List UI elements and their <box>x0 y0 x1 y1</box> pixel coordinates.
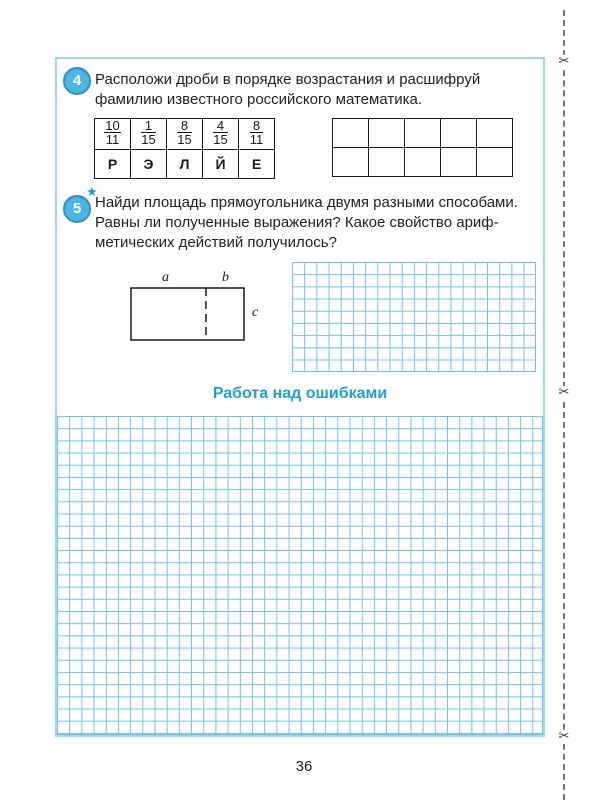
task-number-badge: 4 <box>63 67 91 95</box>
label-c: c <box>252 305 259 320</box>
star-icon: ★ <box>86 184 98 199</box>
letter-cell: Э <box>131 150 167 179</box>
rectangle-figure <box>125 284 250 344</box>
answer-cell[interactable] <box>441 119 477 148</box>
fraction-cell <box>167 119 203 150</box>
answer-row <box>333 148 513 177</box>
rectangle-outline <box>131 288 244 340</box>
answer-grid-task5[interactable] <box>292 262 536 372</box>
scissors-icon: ✂ <box>558 54 570 69</box>
answer-cell[interactable] <box>405 148 441 177</box>
denominator: 11 <box>249 132 264 147</box>
scissors-icon: ✂ <box>558 385 570 400</box>
task5-text-line: Равны ли полученные выражения? Какое свойство ариф- <box>95 214 499 231</box>
numerator: 8 <box>250 119 264 133</box>
denominator: 15 <box>177 132 192 147</box>
page-number: 36 <box>295 758 313 775</box>
letter-cell: Е <box>239 150 275 179</box>
fraction-cell <box>203 119 239 150</box>
numerator: 10 <box>105 118 120 133</box>
task5-text-line: метических действий получилось? <box>95 234 337 251</box>
answer-row <box>333 119 513 148</box>
fraction-cell <box>95 119 131 150</box>
numerator: 4 <box>213 119 227 133</box>
letter-cell: Й <box>203 150 239 179</box>
answer-table[interactable] <box>332 118 513 177</box>
answer-cell[interactable] <box>477 148 513 177</box>
answer-cell[interactable] <box>477 119 513 148</box>
task-number-badge: 5 <box>63 195 91 223</box>
letter-cell: Р <box>95 150 131 179</box>
fraction-cell <box>239 119 275 150</box>
fraction-cell <box>131 119 167 150</box>
task4-text <box>95 70 535 110</box>
numerator: 1 <box>141 119 155 133</box>
fraction-key-table <box>94 118 275 179</box>
denominator: 15 <box>141 132 156 147</box>
answer-cell[interactable] <box>369 119 405 148</box>
letter-cell: Л <box>167 150 203 179</box>
task5-text <box>95 193 540 253</box>
label-a: a <box>162 270 169 285</box>
task4-text-line: Расположи дроби в порядке возрастания и расшифруй <box>95 71 481 88</box>
tear-line <box>563 10 565 800</box>
answer-cell[interactable] <box>333 148 369 177</box>
numerator: 8 <box>177 119 191 133</box>
answer-cell[interactable] <box>369 148 405 177</box>
scissors-icon: ✂ <box>558 729 570 744</box>
task4-text-line: фамилию известного российского математика. <box>95 91 422 108</box>
answer-grid-errors[interactable] <box>57 416 543 735</box>
label-b: b <box>222 270 229 285</box>
answer-cell[interactable] <box>441 148 477 177</box>
fraction-row <box>95 119 275 150</box>
section-title: Работа над ошибками <box>212 385 388 402</box>
letter-row <box>95 150 275 179</box>
answer-cell[interactable] <box>333 119 369 148</box>
denominator: 15 <box>213 132 228 147</box>
answer-cell[interactable] <box>405 119 441 148</box>
task5-text-line: Найди площадь прямоугольника двумя разными способами. <box>95 194 518 211</box>
denominator: 11 <box>105 132 120 147</box>
